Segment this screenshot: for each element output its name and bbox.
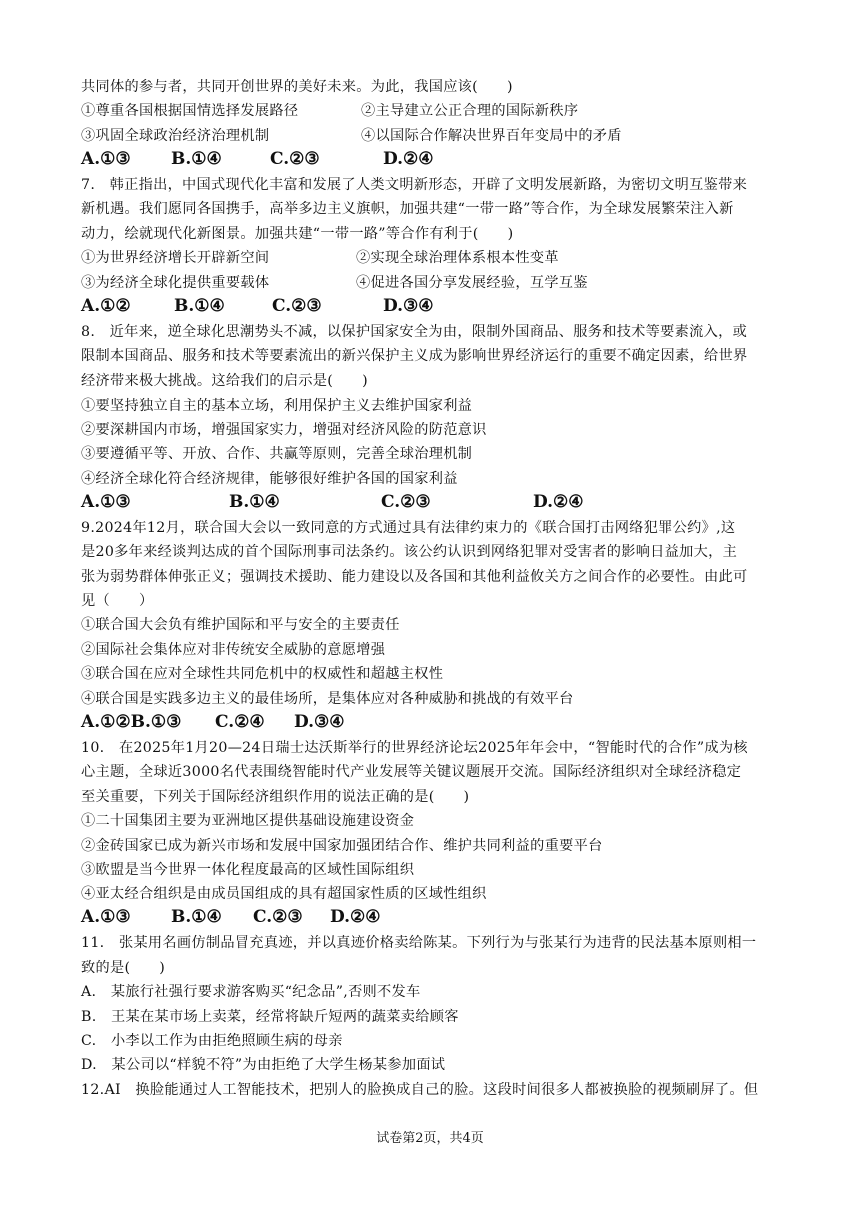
q7-stem-line: 动力，绘就现代化新图景。加强共建“一带一路”等合作有利于( ) <box>81 226 514 242</box>
q9-option: ③联合国在应对全球性共同危机中的权威性和超越主权性 <box>81 666 444 682</box>
answer-choice[interactable]: A.①③ <box>81 149 131 169</box>
q6-option-2: ②主导建立公正合理的国际新秩序 <box>361 103 579 119</box>
q7-stem-line: 7. 韩正指出，中国式现代化丰富和发展了人类文明新形态，开辟了文明发展新路，为密切文明互鉴带来 <box>81 177 748 193</box>
q9-stem-line: 9.2024年12月，联合国大会以一致同意的方式通过具有法律约束力的《联合国打击网络犯罪公约》,这 <box>81 520 736 536</box>
answer-choice[interactable]: B.①④ <box>229 492 280 512</box>
q10-stem-line: 至关重要，下列关于国际经济组织作用的说法正确的是( ) <box>81 789 470 805</box>
q9-stem-line: 张为弱势群体伸张正义；强调技术援助、能力建设以及各国和其他利益攸关方之间合作的必要性。由此可 <box>81 569 748 585</box>
q10-option: ④亚太经合组织是由成员国组成的具有超国家性质的区域性组织 <box>81 886 487 902</box>
q6-option-4: ④以国际合作解决世界百年变局中的矛盾 <box>361 128 622 144</box>
answer-choice[interactable]: D.③④ <box>294 712 345 732</box>
q11-option[interactable]: D. 某公司以“样貌不符”为由拒绝了大学生杨某参加面试 <box>81 1057 446 1073</box>
answer-choice[interactable]: D.②④ <box>533 492 584 512</box>
q8-option: ②要深耕国内市场，增强国家实力，增强对经济风险的防范意识 <box>81 422 487 438</box>
q6-stem-tail: 共同体的参与者，共同开创世界的美好未来。为此，我国应该( ) <box>81 79 513 95</box>
q6-option-3: ③巩固全球政治经济治理机制 <box>81 128 270 144</box>
answer-choice[interactable]: B.①④ <box>171 149 222 169</box>
q8-stem-line: 限制本国商品、服务和技术等要素流出的新兴保护主义成为影响世界经济运行的重要不确定因素，给世界 <box>81 348 748 364</box>
answer-choice[interactable]: B.①④ <box>174 296 225 316</box>
q10-stem-line: 心主题，全球近3000名代表围绕智能时代产业发展等关键议题展开交流。国际经济组织对全球经济稳定 <box>81 764 742 780</box>
answer-choice[interactable]: C.②④ <box>215 712 265 732</box>
q8-option: ①要坚持独立自主的基本立场，利用保护主义去维护国家利益 <box>81 398 473 414</box>
q8-option: ③要遵循平等、开放、合作、共赢等原则，完善全球治理机制 <box>81 446 473 462</box>
q11-stem-line: 致的是( ) <box>81 960 166 976</box>
q11-option[interactable]: B. 王某在某市场上卖菜，经常将缺斤短两的蔬菜卖给顾客 <box>81 1009 459 1025</box>
q7-option-4: ④促进各国分享发展经验，互学互鉴 <box>356 275 588 291</box>
answer-choice[interactable]: A.①② <box>81 296 131 316</box>
q11-stem-line: 11. 张某用名画仿制品冒充真迹，并以真迹价格卖给陈某。下列行为与张某行为违背的民法基本原则相一 <box>81 935 757 951</box>
q8-option: ④经济全球化符合经济规律，能够很好维护各国的国家利益 <box>81 471 458 487</box>
answer-choice[interactable]: C.②③ <box>253 907 303 927</box>
answer-choice[interactable]: D.③④ <box>383 296 434 316</box>
q11-option[interactable]: C. 小李以工作为由拒绝照顾生病的母亲 <box>81 1033 343 1049</box>
q9-stem-line: 见（ ） <box>81 593 154 609</box>
q6-option-1: ①尊重各国根据国情选择发展路径 <box>81 103 299 119</box>
q7-stem-line: 新机遇。我们愿同各国携手，高举多边主义旗帜，加强共建“一带一路”等合作，为全球发展繁荣注入新 <box>81 201 734 217</box>
q10-option: ②金砖国家已成为新兴市场和发展中国家加强团结合作、维护共同利益的重要平台 <box>81 838 603 854</box>
q7-option-2: ②实现全球治理体系根本性变革 <box>356 250 559 266</box>
answer-choice[interactable]: C.②③ <box>272 296 322 316</box>
q10-stem-line: 10. 在2025年1月20—24日瑞士达沃斯举行的世界经济论坛2025年年会中，“智能时代的合作”成为核 <box>81 740 748 756</box>
answer-choice[interactable]: A.①②B.①③ <box>81 712 182 732</box>
q9-option: ④联合国是实践多边主义的最佳场所，是集体应对各种威胁和挑战的有效平台 <box>81 691 574 707</box>
q11-option[interactable]: A. 某旅行社强行要求游客购买“纪念品”,否则不发车 <box>81 984 421 1000</box>
answer-choice[interactable]: B.①④ <box>171 907 222 927</box>
answer-choice[interactable]: C.②③ <box>270 149 320 169</box>
q10-option: ①二十国集团主要为亚洲地区提供基础设施建设资金 <box>81 813 415 829</box>
q7-option-3: ③为经济全球化提供重要载体 <box>81 275 270 291</box>
page-footer: 试卷第2页，共4页 <box>376 1131 484 1146</box>
q8-stem-line: 8. 近年来，逆全球化思潮势头不减，以保护国家安全为由，限制外国商品、服务和技术等要素流入，或 <box>81 324 748 340</box>
q8-stem-line: 经济带来极大挑战。这给我们的启示是( ) <box>81 373 368 389</box>
answer-choice[interactable]: A.①③ <box>81 492 131 512</box>
q7-option-1: ①为世界经济增长开辟新空间 <box>81 250 270 266</box>
answer-choice[interactable]: D.②④ <box>330 907 381 927</box>
q9-option: ②国际社会集体应对非传统安全威胁的意愿增强 <box>81 642 386 658</box>
q10-option: ③欧盟是当今世界一体化程度最高的区域性国际组织 <box>81 862 415 878</box>
answer-choice[interactable]: D.②④ <box>383 149 434 169</box>
q12-stem-line: 12.AI 换脸能通过人工智能技术，把别人的脸换成自己的脸。这段时间很多人都被换脸的视频刷屏了。但 <box>81 1082 759 1098</box>
q9-stem-line: 是20多年来经谈判达成的首个国际刑事司法条约。该公约认识到网络犯罪对受害者的影响日益加大，主 <box>81 544 738 560</box>
q9-option: ①联合国大会负有维护国际和平与安全的主要责任 <box>81 617 400 633</box>
answer-choice[interactable]: A.①③ <box>81 907 131 927</box>
answer-choice[interactable]: C.②③ <box>381 492 431 512</box>
